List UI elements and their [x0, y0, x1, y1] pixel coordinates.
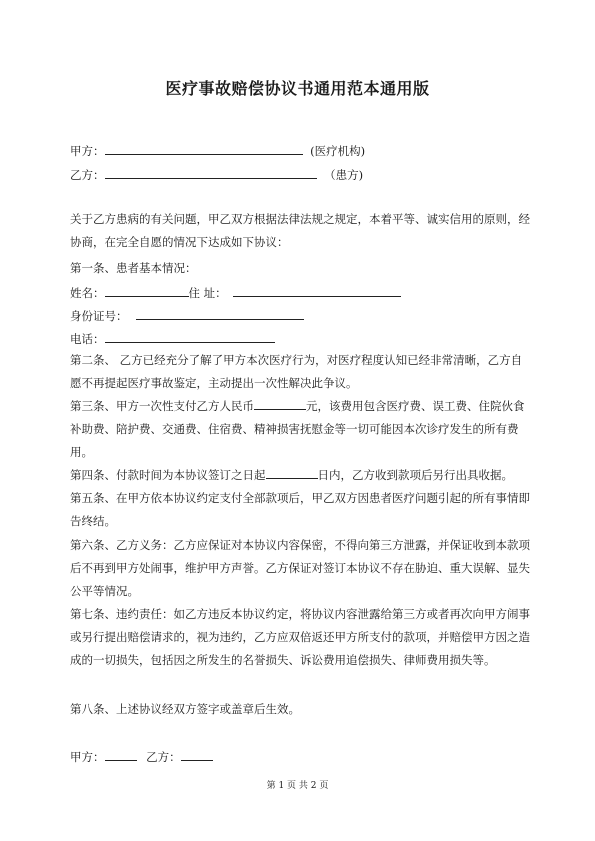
sign-b-blank[interactable]	[181, 748, 213, 761]
sign-a-label: 甲方：	[70, 750, 105, 764]
article-4-end: 日内，乙方收到款项后另行出具收据。	[317, 468, 513, 482]
id-blank[interactable]	[136, 307, 304, 320]
phone-label: 电话：	[70, 332, 105, 346]
days-blank[interactable]	[266, 466, 318, 479]
article-6: 第六条、乙方义务：乙方应保证对本协议内容保密，不得向第三方泄露，并保证收到本款项后不再到甲方处闹事，维护甲方声誉。乙方保证对签订本协议不存在胁迫、重大误解、显失公平等情况。	[70, 538, 530, 598]
name-label: 姓名：	[70, 286, 105, 300]
article-1-title: 第一条、患者基本情况：	[70, 261, 197, 275]
sign-b-label: 乙方：	[146, 750, 181, 764]
address-label: 住 址：	[188, 286, 227, 300]
party-b-blank[interactable]	[105, 166, 317, 179]
page-footer: 第 1 页 共 2 页	[266, 781, 329, 791]
document-title: 医疗事故赔偿协议书通用范本通用版	[165, 79, 430, 98]
party-b-line	[70, 166, 363, 183]
sign-a-blank[interactable]	[105, 748, 137, 761]
article-3	[70, 395, 530, 464]
id-line	[70, 307, 304, 324]
name-blank[interactable]	[105, 284, 189, 297]
name-address-line	[70, 284, 401, 301]
address-blank[interactable]	[233, 284, 401, 297]
amount-blank[interactable]	[254, 397, 306, 410]
article-3-start: 第三条、甲方一次性支付乙方人民币	[70, 399, 254, 413]
phone-line	[70, 330, 275, 347]
article-4-start: 第四条、付款时间为本协议签订之日起	[70, 468, 266, 482]
party-a-label: 甲方：	[70, 144, 105, 158]
article-5: 第五条、在甲方依本协议约定支付全部款项后，甲乙双方因患者医疗问题引起的所有事情即告终结。	[70, 491, 530, 528]
intro-paragraph: 关于乙方患病的有关问题，甲乙双方根据法律法规之规定，本着平等、诚实信用的原则，经协商，在完全自愿的情况下达成如下协议：	[70, 212, 530, 249]
party-b-note: （患方)	[324, 168, 364, 182]
party-a-blank[interactable]	[105, 142, 303, 155]
party-b-label: 乙方：	[70, 168, 105, 182]
id-label: 身份证号：	[70, 309, 128, 323]
party-a-note: (医疗机构)	[310, 144, 366, 158]
article-3-end: 元，该费用包含医疗费、误工费、住院伙食补助费、陪护费、交通费、住宿费、精神损害抚慰金等一切可能因本次诊疗发生的所有费用。	[70, 399, 525, 459]
phone-blank[interactable]	[105, 330, 275, 343]
article-7: 第七条、违约责任：如乙方违反本协议约定，将协议内容泄露给第三方或者再次向甲方闹事或另行提出赔偿请求的，视为违约，乙方应双倍返还甲方所支付的款项，并赔偿甲方因之造成的一切损失，包括因之所发生的名誉损失、诉讼费用追偿损失、律师费用损失等。	[70, 607, 530, 667]
signature-line	[70, 748, 213, 765]
article-4	[70, 464, 530, 487]
party-a-line	[70, 142, 365, 159]
article-8: 第八条、上述协议经双方签字或盖章后生效。	[70, 702, 300, 716]
article-2: 第二条、 乙方已经充分了解了甲方本次医疗行为，对医疗程度认知已经非常清晰，乙方自愿不再提起医疗事故鉴定，主动提出一次性解决此争议。	[70, 353, 523, 390]
